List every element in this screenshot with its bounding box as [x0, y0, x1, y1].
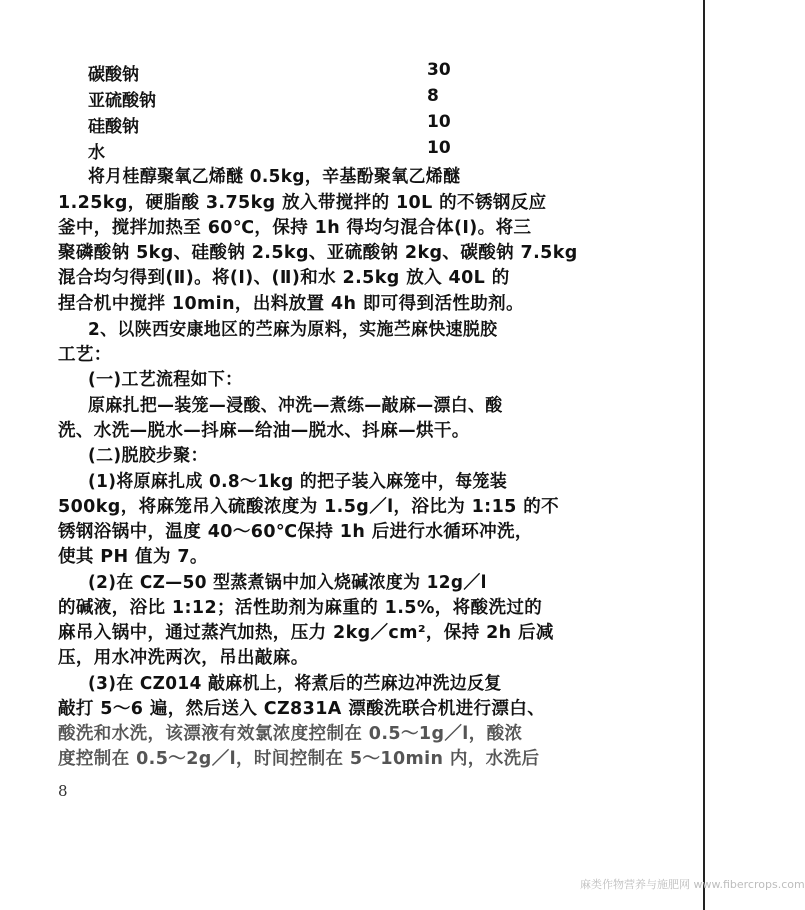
section-heading: 2、以陕西安康地区的苎麻为原料，实施苎麻快速脱胶	[88, 320, 498, 340]
paragraph-line: 敲打 5～6 遍，然后送入 CZ831A 漂酸洗联合机进行漂白、	[58, 699, 546, 719]
page-border-right	[703, 0, 705, 910]
paragraph-line: 捏合机中搅拌 10min，出料放置 4h 即可得到活性助剂。	[58, 294, 524, 314]
ingredient-name: 碳酸钠	[88, 65, 139, 85]
paragraph-line: 混合均匀得到(Ⅱ)。将(Ⅰ)、(Ⅱ)和水 2.5kg 放入 40L 的	[58, 268, 510, 288]
subsection-heading: (一)工艺流程如下：	[88, 370, 243, 390]
paragraph-line: 工艺：	[58, 345, 112, 365]
paragraph-line: (3)在 CZ014 敲麻机上，将煮后的苎麻边冲洗边反复	[88, 674, 502, 694]
ingredient-qty: 30	[427, 60, 451, 80]
ingredient-name: 硅酸钠	[88, 117, 139, 137]
paragraph-line: (2)在 CZ—50 型蒸煮锅中加入烧碱浓度为 12g／l	[88, 573, 487, 593]
ingredient-row	[88, 112, 488, 138]
paragraph-line: 1.25kg，硬脂酸 3.75kg 放入带搅拌的 10L 的不锈钢反应	[58, 193, 547, 213]
ingredient-name: 亚硫酸钠	[88, 91, 156, 111]
paragraph-line: 洗、水洗—脱水—抖麻—给油—脱水、抖麻—烘干。	[58, 421, 470, 441]
site-watermark: 麻类作物营养与施肥网 www.fibercrops.com	[580, 878, 805, 891]
paragraph-line: 度控制在 0.5～2g／l，时间控制在 5～10min 内，水洗后	[58, 749, 540, 769]
ingredient-qty: 10	[427, 112, 451, 132]
ingredient-qty: 8	[427, 86, 439, 106]
paragraph-line: 原麻扎把—装笼—浸酸、冲洗—煮练—敲麻—漂白、酸	[88, 396, 503, 416]
ingredient-row	[88, 138, 488, 164]
paragraph-line: 500kg，将麻笼吊入硫酸浓度为 1.5g／l，浴比为 1:15 的不	[58, 497, 560, 517]
ingredient-row	[88, 86, 488, 112]
paragraph-line: 压，用水冲洗两次，吊出敲麻。	[58, 648, 309, 668]
paragraph-line: 使其 PH 值为 7。	[58, 547, 208, 567]
paragraph-line: 的碱液，浴比 1:12；活性助剂为麻重的 1.5%，将酸洗过的	[58, 598, 543, 618]
paragraph-line: 聚磷酸钠 5kg、硅酸钠 2.5kg、亚硫酸钠 2kg、碳酸钠 7.5kg	[58, 243, 578, 263]
paragraph-line: 将月桂醇聚氧乙烯醚 0.5kg，辛基酚聚氧乙烯醚	[88, 167, 461, 187]
paragraph-line: 麻吊入锅中，通过蒸汽加热，压力 2kg／cm²，保持 2h 后减	[58, 623, 554, 643]
paragraph-line: (1)将原麻扎成 0.8～1kg 的把子装入麻笼中，每笼装	[88, 472, 508, 492]
paragraph-line: 锈钢浴锅中，温度 40～60℃保持 1h 后进行水循环冲洗，	[58, 522, 533, 542]
page-number: 8	[58, 782, 68, 800]
ingredient-qty: 10	[427, 138, 451, 158]
paragraph-line: 釜中，搅拌加热至 60℃，保持 1h 得均匀混合体(Ⅰ)。将三	[58, 218, 532, 238]
paragraph-line: 酸洗和水洗，该漂液有效氯浓度控制在 0.5～1g／l，酸浓	[58, 724, 523, 744]
ingredient-row	[88, 60, 488, 86]
subsection-heading: (二)脱胶步聚：	[88, 446, 208, 466]
ingredient-name: 水	[88, 143, 105, 163]
